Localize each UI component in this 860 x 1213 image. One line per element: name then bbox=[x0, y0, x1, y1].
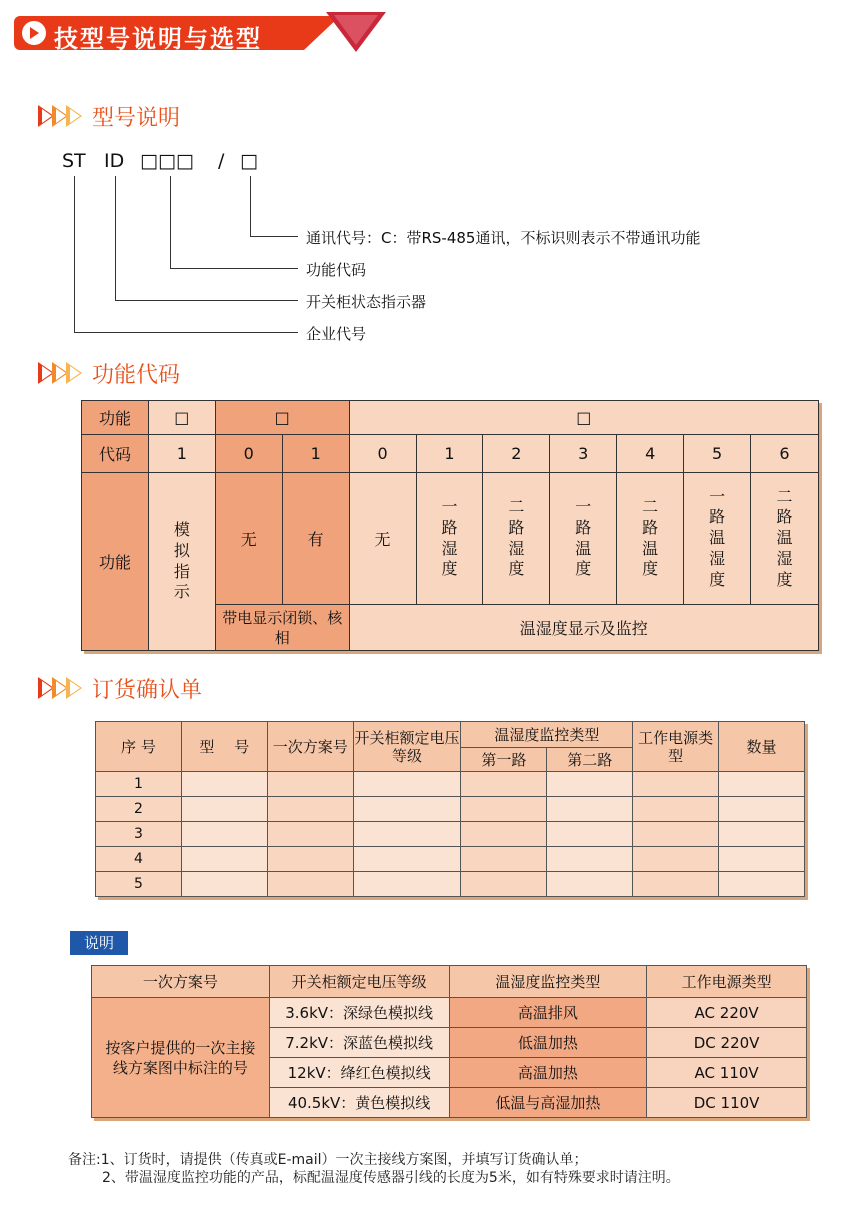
table-row: 4 bbox=[96, 847, 805, 872]
label-comm-code: 通讯代号：C：带RS-485通讯，不标识则表示不带通讯功能 bbox=[306, 229, 701, 247]
th-cell: 低温与高湿加热 bbox=[449, 1088, 647, 1118]
model-function-boxes: □□□ bbox=[140, 150, 194, 172]
model-slash: / bbox=[218, 150, 225, 172]
power-cell: DC 220V bbox=[647, 1028, 807, 1058]
func-th: 一路湿度 bbox=[441, 496, 458, 579]
code-cell: 6 bbox=[751, 435, 819, 473]
scheme-desc: 按客户提供的一次主接线方案图中标注的号 bbox=[92, 998, 270, 1118]
label-function-code: 功能代码 bbox=[306, 261, 367, 279]
group-lock: 带电显示闭锁、核相 bbox=[215, 605, 349, 651]
code-cell: 1 bbox=[282, 435, 349, 473]
model-id: ID bbox=[104, 150, 125, 172]
header-scheme: 一次方案号 bbox=[92, 966, 270, 998]
power-cell: AC 220V bbox=[647, 998, 807, 1028]
header-scheme: 一次方案号 bbox=[267, 722, 353, 772]
remarks bbox=[68, 1151, 680, 1187]
header-voltage: 开关柜额定电压等级 bbox=[353, 722, 461, 772]
remark-1: 备注:1、订货时，请提供（传真或E-mail）一次主接线方案图，并填写订货确认单； bbox=[68, 1152, 588, 1168]
table-row: 5 bbox=[96, 872, 805, 897]
label-company-code: 企业代号 bbox=[306, 325, 367, 343]
func-th: 一路温湿度 bbox=[709, 486, 726, 589]
header-th-type: 温湿度监控类型 bbox=[449, 966, 647, 998]
header-th-type: 温湿度监控类型 bbox=[461, 722, 633, 748]
power-cell: DC 110V bbox=[647, 1088, 807, 1118]
label-indicator: 开关柜状态指示器 bbox=[306, 293, 427, 311]
func-th: 二路湿度 bbox=[508, 496, 525, 579]
func-has: 有 bbox=[282, 473, 349, 605]
func-none: 无 bbox=[349, 473, 416, 605]
row-label: 功能 bbox=[82, 401, 149, 435]
func-analog: 模拟指示 bbox=[173, 519, 190, 602]
code-cell: 3 bbox=[550, 435, 617, 473]
code-cell: 0 bbox=[215, 435, 282, 473]
voltage-cell: 12kV：绛红色模拟线 bbox=[269, 1058, 449, 1088]
table-row: 3 bbox=[96, 822, 805, 847]
func-th: 一路温度 bbox=[575, 496, 592, 579]
code-cell: 5 bbox=[684, 435, 751, 473]
header-second: 第二路 bbox=[547, 748, 633, 772]
row-label: 功能 bbox=[82, 473, 149, 651]
th-cell: 高温排风 bbox=[449, 998, 647, 1028]
func-th: 二路温湿度 bbox=[776, 486, 793, 589]
header-seq: 序 号 bbox=[96, 722, 182, 772]
code-cell: 4 bbox=[617, 435, 684, 473]
code-cell: 1 bbox=[416, 435, 483, 473]
cell-box: □ bbox=[215, 401, 349, 435]
page-banner bbox=[14, 12, 374, 56]
row-label: 代码 bbox=[82, 435, 149, 473]
th-cell: 高温加热 bbox=[449, 1058, 647, 1088]
section-title: 型号说明 bbox=[92, 106, 181, 131]
banner-title: 技型号说明与选型 bbox=[54, 25, 262, 53]
cell-box: □ bbox=[349, 401, 818, 435]
cell-box: □ bbox=[148, 401, 215, 435]
header-voltage: 开关柜额定电压等级 bbox=[269, 966, 449, 998]
remark-2: 2、带温湿度监控功能的产品，标配温湿度传感器引线的长度为5米，如有特殊要求时请注明。 bbox=[102, 1170, 680, 1186]
header-first: 第一路 bbox=[461, 748, 547, 772]
code-cell: 1 bbox=[148, 435, 215, 473]
table-row: 2 bbox=[96, 797, 805, 822]
header-power: 工作电源类型 bbox=[647, 966, 807, 998]
th-cell: 低温加热 bbox=[449, 1028, 647, 1058]
section-title: 功能代码 bbox=[92, 363, 181, 388]
model-st: ST bbox=[62, 150, 86, 172]
table-row: 1 bbox=[96, 772, 805, 797]
header-qty: 数量 bbox=[719, 722, 805, 772]
note-tag: 说明 bbox=[70, 931, 128, 955]
function-code-table bbox=[81, 400, 819, 651]
model-comm-box: □ bbox=[240, 150, 258, 172]
header-power: 工作电源类型 bbox=[633, 722, 719, 772]
code-cell: 0 bbox=[349, 435, 416, 473]
voltage-cell: 3.6kV：深绿色模拟线 bbox=[269, 998, 449, 1028]
section-title: 订货确认单 bbox=[92, 678, 203, 703]
func-th: 二路温度 bbox=[642, 496, 659, 579]
voltage-cell: 40.5kV：黄色模拟线 bbox=[269, 1088, 449, 1118]
group-th: 温湿度显示及监控 bbox=[349, 605, 818, 651]
explain-table bbox=[91, 965, 807, 1118]
code-cell: 2 bbox=[483, 435, 550, 473]
voltage-cell: 7.2kV：深蓝色模拟线 bbox=[269, 1028, 449, 1058]
order-table bbox=[95, 721, 805, 897]
power-cell: AC 110V bbox=[647, 1058, 807, 1088]
func-none: 无 bbox=[215, 473, 282, 605]
header-model: 型 号 bbox=[181, 722, 267, 772]
